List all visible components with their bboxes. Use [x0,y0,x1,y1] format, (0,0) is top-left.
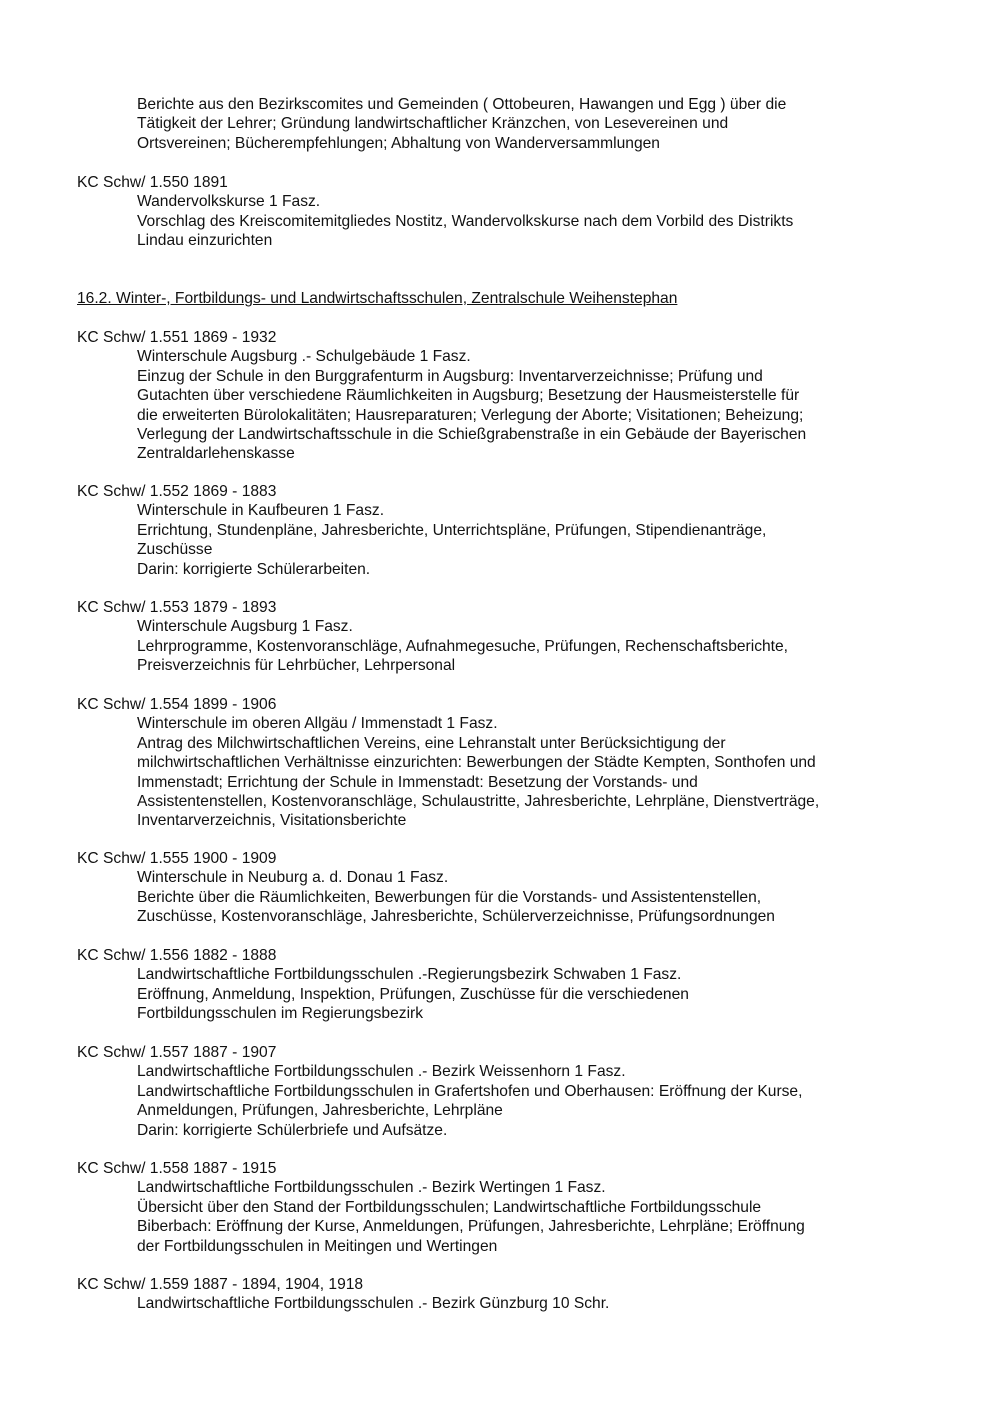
description-line: der Fortbildungsschulen in Meitingen und Wertingen [137,1237,498,1255]
description-line: Zentraldarlehenskasse [137,445,295,463]
description-line: Inventarverzeichnis, Visitationsberichte [137,812,407,830]
description-line: Lindau einzurichten [137,232,273,250]
entry-signature: KC Schw/ 1.553 1879 - 1893 [77,599,277,616]
entry-signature: KC Schw/ 1.550 1891 [77,174,228,191]
section-heading-block [0,289,1000,308]
description-line: Lehrprogramme, Kostenvoranschläge, Aufnahmegesuche, Prüfungen, Rechenschaftsberichte, [137,637,789,655]
entry-signature: KC Schw/ 1.552 1869 - 1883 [77,483,277,500]
description-line: Anmeldungen, Prüfungen, Jahresberichte, Lehrpläne [137,1102,503,1120]
description-line: Assistentenstellen, Kostenvoranschläge, Schulaustritte, Jahresberichte, Lehrpläne, Dienstverträge, [137,792,820,810]
description-line: Landwirtschaftliche Fortbildungsschulen in Grafertshofen und Oberhausen: Eröffnung der Kurse, [137,1082,803,1100]
entry-title: Winterschule Augsburg .- Schulgebäude 1 Fasz. [137,348,471,366]
description-line: Errichtung, Stundenpläne, Jahresberichte, Unterrichtspläne, Prüfungen, Stipendienanträge, [137,521,767,539]
archive-entry [0,695,1000,831]
entry-title: Landwirtschaftliche Fortbildungsschulen .- Bezirk Wertingen 1 Fasz. [137,1179,606,1197]
description-line: Darin: korrigierte Schülerarbeiten. [137,560,371,578]
entry-title: Winterschule im oberen Allgäu / Immenstadt 1 Fasz. [137,715,498,733]
description-line: Übersicht über den Stand der Fortbildungsschulen; Landwirtschaftliche Fortbildungsschule [137,1198,762,1216]
description-line: milchwirtschaftlichen Verhältnisse einzurichten: Bewerbungen der Städte Kempten, Sonthofen und [137,754,816,772]
description-line: Immenstadt; Errichtung der Schule in Immenstadt: Besetzung der Vorstands- und [137,773,698,791]
description-line: Eröffnung, Anmeldung, Inspektion, Prüfungen, Zuschüsse für die verschiedenen [137,985,689,1003]
description-line: Tätigkeit der Lehrer; Gründung landwirtschaftlicher Kränzchen, von Lesevereinen und [137,115,729,133]
entry-title: Wandervolkskurse 1 Fasz. [137,193,321,211]
entry-signature: KC Schw/ 1.558 1887 - 1915 [77,1160,277,1177]
description-line: Biberbach: Eröffnung der Kurse, Anmeldungen, Prüfungen, Jahresberichte, Lehrpläne; Eröffnung [137,1218,805,1236]
intro-description [0,95,1000,153]
section-heading: 16.2. Winter-, Fortbildungs- und Landwirtschaftsschulen, Zentralschule Weihenstephan [77,290,678,307]
archive-entry [0,1043,1000,1140]
description-line: die erweiterten Bürolokalitäten; Hausreparaturen; Verlegung der Aborte; Visitationen; Beheizung; [137,406,804,424]
description-line: Gutachten über verschiedene Räumlichkeiten in Augsburg; Besetzung der Hausmeisterstelle für [137,387,800,405]
entry-title: Landwirtschaftliche Fortbildungsschulen .- Bezirk Weissenhorn 1 Fasz. [137,1063,626,1081]
description-line: Vorschlag des Kreiscomitemitgliedes Nostitz, Wandervolkskurse nach dem Vorbild des Distrikts [137,212,794,230]
archive-entry [0,598,1000,676]
entry-signature: KC Schw/ 1.551 1869 - 1932 [77,329,277,346]
archive-entry [0,1275,1000,1314]
archive-entry [0,1159,1000,1256]
description-line: Fortbildungsschulen im Regierungsbezirk [137,1005,424,1023]
entry-title: Landwirtschaftliche Fortbildungsschulen .-Regierungsbezirk Schwaben 1 Fasz. [137,966,682,984]
description-line: Antrag des Milchwirtschaftlichen Vereins, eine Lehranstalt unter Berücksichtigung der [137,734,726,752]
description-line: Zuschüsse [137,541,213,559]
entry-title: Winterschule in Neuburg a. d. Donau 1 Fasz. [137,869,449,887]
entry-signature: KC Schw/ 1.555 1900 - 1909 [77,850,277,867]
description-line: Verlegung der Landwirtschaftsschule in die Schießgrabenstraße in ein Gebäude der Bayerischen [137,425,807,443]
entry-signature: KC Schw/ 1.554 1899 - 1906 [77,696,277,713]
entry-signature: KC Schw/ 1.559 1887 - 1894, 1904, 1918 [77,1276,364,1293]
description-line: Darin: korrigierte Schülerbriefe und Aufsätze. [137,1121,448,1139]
description-line: Preisverzeichnis für Lehrbücher, Lehrpersonal [137,657,456,675]
description-line: Berichte aus den Bezirkscomites und Gemeinden ( Ottobeuren, Hawangen und Egg ) über die [137,96,787,113]
entry-title: Winterschule in Kaufbeuren 1 Fasz. [137,502,385,520]
archive-entry [0,328,1000,464]
description-line: Berichte über die Räumlichkeiten, Bewerbungen für die Vorstands- und Assistentenstellen, [137,888,762,906]
entry-signature: KC Schw/ 1.556 1882 - 1888 [77,947,277,964]
archive-entry [0,849,1000,927]
entry-signature: KC Schw/ 1.557 1887 - 1907 [77,1044,277,1061]
entry-title: Landwirtschaftliche Fortbildungsschulen .- Bezirk Günzburg 10 Schr. [137,1295,610,1313]
description-line: Zuschüsse, Kostenvoranschläge, Jahresberichte, Schülerverzeichnisse, Prüfungsordnungen [137,908,775,926]
archive-entry [0,173,1000,251]
entry-title: Winterschule Augsburg 1 Fasz. [137,618,353,636]
archive-entry [0,946,1000,1024]
description-line: Einzug der Schule in den Burggrafenturm in Augsburg: Inventarverzeichnisse; Prüfung und [137,367,763,385]
archive-entry [0,482,1000,579]
description-line: Ortsvereinen; Bücherempfehlungen; Abhaltung von Wanderversammlungen [137,134,660,152]
